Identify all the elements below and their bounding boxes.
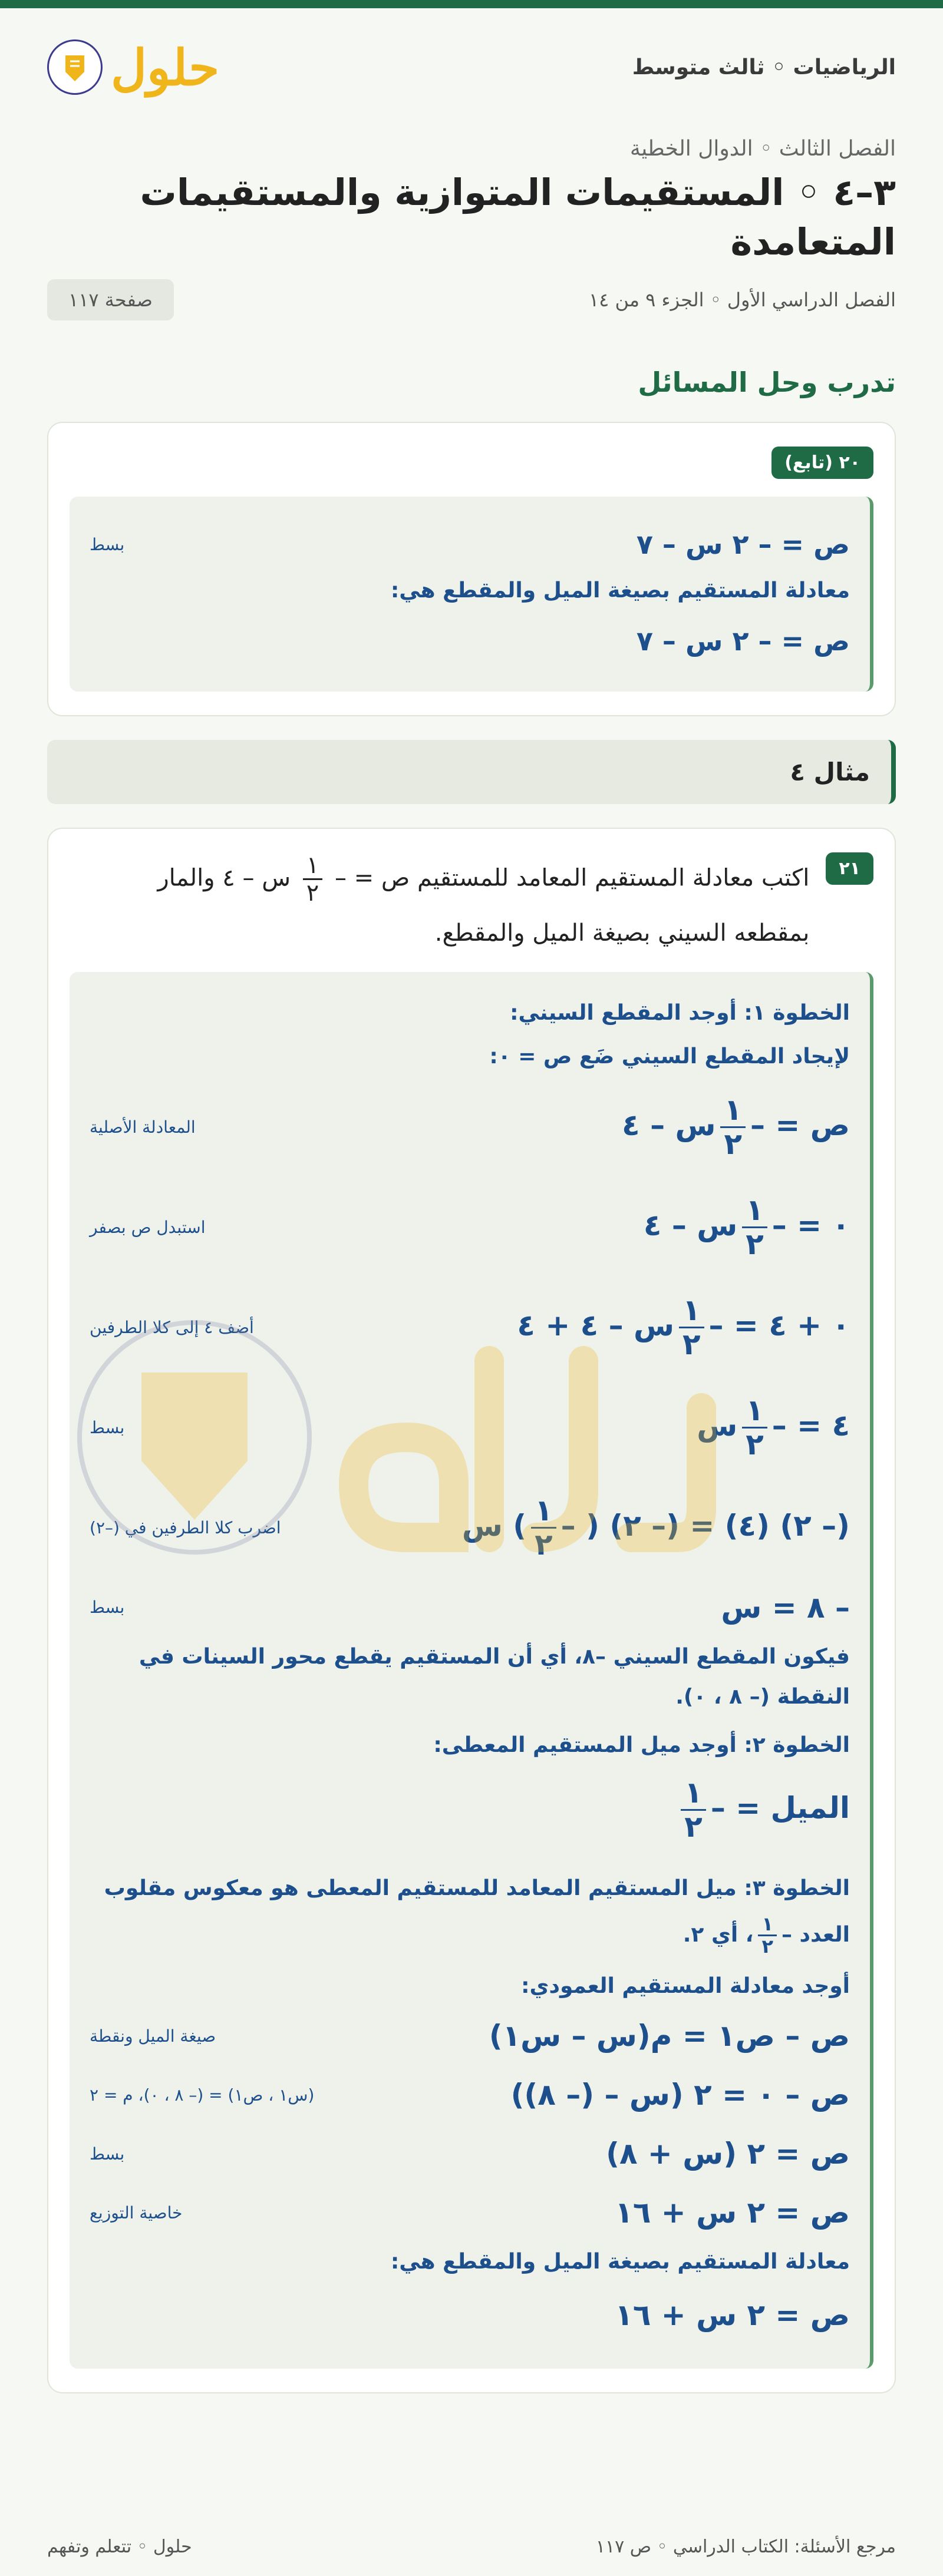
final-heading: معادلة المستقيم بصيغة الميل والمقطع هي: bbox=[390, 2250, 850, 2274]
logo-pencil-icon bbox=[47, 39, 103, 95]
solution-box bbox=[70, 972, 873, 2369]
equation bbox=[462, 1494, 850, 1561]
eq-left: ص = – bbox=[750, 1108, 850, 1143]
term-info: الفصل الدراسي الأول ◦ الجزء ٩ من ١٤ bbox=[588, 289, 896, 312]
section-title: تدرب وحل المسائل bbox=[638, 366, 896, 399]
problem-text bbox=[157, 852, 809, 952]
fraction-denominator: ٢ bbox=[724, 1127, 743, 1162]
step-note: بسط bbox=[90, 1598, 125, 1618]
step1-title: الخطوة ١: أوجد المقطع السيني: bbox=[510, 1000, 850, 1025]
step-note: المعادلة الأصلية bbox=[90, 1117, 196, 1137]
step-note: بسط bbox=[90, 534, 125, 554]
fraction-numerator: ١ bbox=[679, 1294, 704, 1328]
eq-right: س – ٤ + ٤ bbox=[517, 1308, 674, 1343]
find-equation-title: أوجد معادلة المستقيم العمودي: bbox=[521, 1974, 850, 1999]
header bbox=[47, 8, 896, 126]
footer bbox=[47, 2537, 896, 2557]
fraction-denominator: ٢ bbox=[306, 879, 319, 907]
example-heading: مثال ٤ bbox=[47, 740, 896, 804]
step-note: صيغة الميل ونقطة bbox=[90, 2026, 216, 2046]
fraction-numerator: ١ bbox=[681, 1777, 706, 1811]
footer-tagline: حلول ◦ تتعلم وتفهم bbox=[47, 2537, 192, 2557]
fraction-denominator: ٢ bbox=[746, 1227, 764, 1262]
logo[interactable] bbox=[47, 38, 219, 97]
equation: ص – ص١ = م(س – س١) bbox=[489, 2019, 850, 2053]
step1-subtitle: لإيجاد المقطع السيني ضَع ص = ٠: bbox=[489, 1044, 850, 1069]
equation bbox=[622, 1094, 850, 1160]
step3-part1: الخطوة ٣: ميل المستقيم المعامد للمستقيم المعطى هو معكوس مقلوب العدد – bbox=[104, 1876, 850, 1947]
problem-statement bbox=[70, 852, 873, 952]
equation: – ٨ = س bbox=[721, 1590, 850, 1625]
eq-left: ٠ + ٤ = – bbox=[708, 1308, 850, 1343]
step-note: اضرب كلا الطرفين في (–٢) bbox=[90, 1518, 281, 1538]
fraction-numerator: ١ bbox=[758, 1914, 777, 1936]
conclusion-text: فيكون المقطع السيني –٨، أي أن المستقيم يقطع محور السينات في النقطة (– ٨ ، ٠). bbox=[139, 1644, 850, 1709]
problem-number-badge: ٢٠ (تابع) bbox=[771, 447, 873, 479]
step-note: استبدل ص بصفر bbox=[90, 1218, 206, 1238]
step-note: خاصية التوزيع bbox=[90, 2203, 183, 2223]
step2-title: الخطوة ٢: أوجد ميل المستقيم المعطى: bbox=[433, 1733, 850, 1758]
problem-text-part2: س – ٤ والمار bbox=[157, 864, 291, 892]
eq-right: ) س bbox=[461, 1509, 527, 1543]
equation: ص = ٢ (س + ٨) bbox=[606, 2137, 850, 2171]
eq-left: ٤ = – bbox=[771, 1408, 850, 1443]
fraction-denominator: ٢ bbox=[535, 1527, 553, 1562]
step-note: بسط bbox=[90, 1418, 125, 1438]
eq-right: س bbox=[697, 1408, 738, 1443]
equation bbox=[517, 1294, 850, 1361]
final-equation: ص = ٢ س + ١٦ bbox=[615, 2297, 850, 2332]
equation bbox=[644, 1194, 850, 1261]
result-heading: معادلة المستقيم بصيغة الميل والمقطع هي: bbox=[390, 578, 850, 603]
problem-text-part1: اكتب معادلة المستقيم المعامد للمستقيم ص = – bbox=[334, 864, 810, 892]
equation: ص – ٠ = ٢ (س – (– ٨)) bbox=[510, 2078, 850, 2112]
problem-number-badge: ٢١ bbox=[826, 852, 873, 885]
equation bbox=[697, 1394, 850, 1461]
page-badge: صفحة ١١٧ bbox=[47, 279, 174, 320]
fraction-denominator: ٢ bbox=[761, 1935, 774, 1958]
final-equation: ص = – ٢ س – ٧ bbox=[636, 624, 850, 657]
step-note: أضف ٤ إلى كلا الطرفين bbox=[90, 1318, 254, 1338]
logo-text: حلول bbox=[111, 38, 220, 97]
page bbox=[0, 8, 943, 2393]
eq-right: س – ٤ bbox=[643, 1208, 738, 1243]
step-note: (س١ ، ص١) = (– ٨ ، ٠)، م = ٢ bbox=[90, 2085, 315, 2105]
breadcrumb: الفصل الثالث ◦ الدوال الخطية bbox=[629, 137, 896, 161]
eq-left: ٠ = – bbox=[771, 1208, 850, 1243]
top-accent-bar bbox=[0, 0, 943, 8]
solution-box bbox=[70, 497, 873, 691]
eq-right: س – ٤ bbox=[622, 1108, 716, 1143]
fraction-numerator: ١ bbox=[531, 1494, 556, 1529]
fraction-denominator: ٢ bbox=[682, 1327, 701, 1362]
step3-part2: ، أي ٢. bbox=[682, 1922, 754, 1947]
eq-left: الميل = – bbox=[710, 1791, 850, 1826]
equation: ص = – ٢ س – ٧ bbox=[636, 528, 850, 561]
fraction-numerator: ١ bbox=[742, 1194, 767, 1228]
problem-text-line2: بمقطعه السيني بصيغة الميل والمقطع. bbox=[434, 919, 810, 947]
step3-text bbox=[90, 1865, 850, 1958]
fraction bbox=[303, 852, 322, 906]
fraction-numerator: ١ bbox=[742, 1394, 767, 1428]
eq-left: (– ٢) (٤) = (– ٢) ( – bbox=[560, 1509, 850, 1543]
lesson-title: ٣–٤ ◦ المستقيمات المتوازية والمستقيمات المتعامدة bbox=[140, 171, 896, 263]
fraction-numerator: ١ bbox=[303, 852, 322, 880]
fraction-numerator: ١ bbox=[720, 1094, 746, 1128]
meta-row bbox=[47, 279, 896, 320]
step-note: بسط bbox=[90, 2144, 125, 2164]
fraction-denominator: ٢ bbox=[684, 1810, 703, 1844]
equation: ص = ٢ س + ١٦ bbox=[615, 2195, 850, 2230]
fraction-denominator: ٢ bbox=[746, 1427, 764, 1462]
problem-card-20 bbox=[47, 422, 896, 716]
subject-title: الرياضيات ◦ ثالث متوسط bbox=[632, 55, 896, 80]
footer-source: مرجع الأسئلة: الكتاب الدراسي ◦ ص ١١٧ bbox=[595, 2537, 896, 2557]
slope-equation bbox=[676, 1777, 850, 1843]
problem-card-21 bbox=[47, 828, 896, 2393]
